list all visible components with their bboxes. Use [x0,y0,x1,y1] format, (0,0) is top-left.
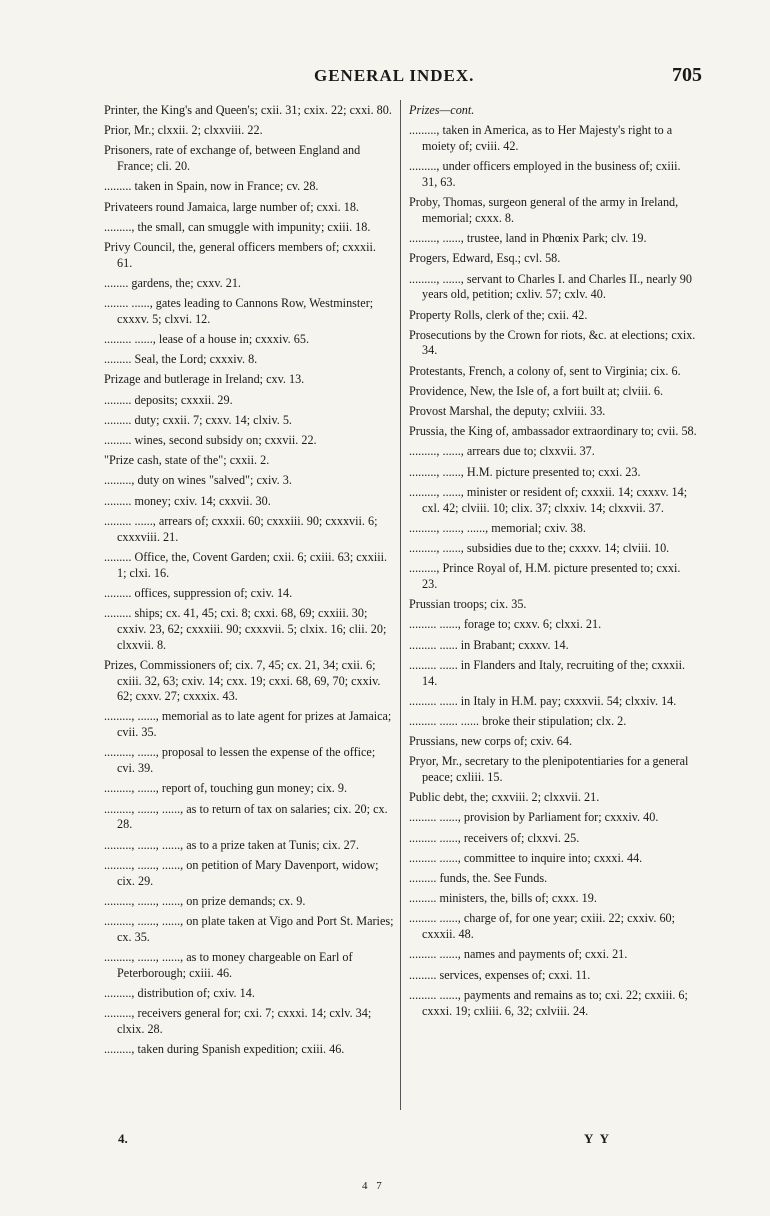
index-entry: ......... ...... ...... broke their stipulation; clx. 2. [409,713,627,728]
index-entry: ........., distribution of; cxiv. 14. [104,985,255,1000]
continuation-heading: Prizes—cont. [409,103,475,117]
index-entry: Prosecutions by the Crown for riots, &c. at elections; cxix. 34. [409,327,696,358]
index-entry: ........., ......, ......, memorial; cxiv. 38. [409,520,586,535]
index-entry: ........., ......, ......, as to a prize taken at Tunis; cix. 27. [104,837,359,852]
index-entry: ......... services, expenses of; cxxi. 11. [409,967,591,982]
index-entry: ........., ......, subsidies due to the; cxxxv. 14; clviii. 10. [409,540,670,555]
page-header [0,66,770,96]
index-entry: Providence, New, the Isle of, a fort built at; clviii. 6. [409,383,664,398]
index-entry: ......... ......, arrears of; cxxxii. 60; cxxxiii. 90; cxxxvii. 6; cxxxviii. 21. [104,513,378,544]
index-entry: Prussia, the King of, ambassador extraordinary to; cvii. 58. [409,424,697,439]
index-entry: Progers, Edward, Esq.; cvl. 58. [409,251,561,266]
index-entry: ........., ......, memorial as to late agent for prizes at Jamaica; cvii. 35. [104,709,392,740]
index-entry: Prizage and butlerage in Ireland; cxv. 13. [104,372,305,387]
index-entry: ........., ......, proposal to lessen the expense of the office; cvi. 39. [104,745,376,776]
index-entry: ......... duty; cxxii. 7; cxxv. 14; clxiv. 5. [104,412,292,427]
index-entry: Printer, the King's and Queen's; cxii. 31; cxix. 22; cxxi. 80. [104,103,392,117]
index-entry: ......... ships; cx. 41, 45; cxi. 8; cxxi. 68, 69; cxxiii. 30; cxxiv. 23, 62; cxxxiii. 90; cxxxvii. 5; clxix. 16; clii. 20; clxxvii. 8. [104,605,387,652]
index-entry: ......... ministers, the, bills of; cxxx. 19. [409,891,597,906]
running-title: GENERAL INDEX. [314,66,475,85]
index-entry: ........., ......, ......, as to return of tax on salaries; cix. 20; cx. 28. [104,801,388,832]
index-entry: ........ gardens, the; cxxv. 21. [104,275,241,290]
index-entry: ......... ......, charge of, for one year; cxiii. 22; cxxiv. 60; cxxxii. 48. [409,911,676,942]
index-entry: ........., ......, trustee, land in Phœnix Park; clv. 19. [409,231,647,246]
index-entry: Privy Council, the, general officers members of; cxxxii. 61. [104,239,376,270]
index-entry: ......... ......, provision by Parliament for; cxxxiv. 40. [409,810,659,825]
index-entry: ........., ......, ......, on petition of Mary Davenport, widow; cix. 29. [104,857,379,888]
index-entry: ........., duty on wines "salved"; cxiv. 3. [104,473,292,488]
index-entry: Pryor, Mr., secretary to the plenipotentiaries for a general peace; cxliii. 15. [409,754,689,785]
index-entry: ......... ......, forage to; cxxv. 6; clxxi. 21. [409,617,602,632]
index-entry: ......... deposits; cxxxii. 29. [104,392,233,407]
index-entry: ........., taken in America, as to Her Majesty's right to a moiety of; cviii. 42. [409,123,673,153]
index-entry: Proby, Thomas, surgeon general of the army in Ireland, memorial; cxxx. 8. [409,195,679,225]
index-entry: Provost Marshal, the deputy; cxlviii. 33. [409,404,606,419]
index-entry: ......... ......, names and payments of; cxxi. 21. [409,947,628,962]
index-entry: ........., ......, servant to Charles I. and Charles II., nearly 90 years old, petition; cxliv. 57; cxlv. 40. [409,271,692,302]
index-entry: ......... ......, lease of a house in; cxxxiv. 65. [104,332,310,347]
index-entry: ........., ......, report of, touching gun money; cix. 9. [104,781,348,796]
index-entry: ......... funds, the. See Funds. [409,870,548,885]
index-entry: Privateers round Jamaica, large number of; cxxi. 18. [104,199,359,214]
index-entry: ........., ......, H.M. picture presented to; cxxi. 23. [409,464,641,479]
page-number: 705 [672,64,702,86]
index-entry: Prussians, new corps of; cxiv. 64. [409,734,573,749]
index-entry: ........., ......, ......, as to money chargeable on Earl of Peterborough; cxiii. 46. [104,949,353,980]
index-entry: ........., Prince Royal of, H.M. picture presented to; cxxi. 23. [409,561,681,591]
index-entry: Prior, Mr.; clxxii. 2; clxxviii. 22. [104,123,263,138]
index-entry: ......... ......, committee to inquire into; cxxxi. 44. [409,850,643,865]
index-entry: Prisoners, rate of exchange of, between England and France; cli. 20. [104,143,361,174]
index-entry: ......... Seal, the Lord; cxxxiv. 8. [104,352,258,367]
index-entry: ......... ...... in Brabant; cxxxv. 14. [409,637,569,652]
center-mark: 4 7 [362,1180,385,1192]
signature-mark-left: 4. [118,1131,128,1146]
index-entry: Prussian troops; cix. 35. [409,597,527,612]
index-entry: Property Rolls, clerk of the; cxii. 42. [409,307,588,322]
index-entry: Public debt, the; cxxviii. 2; clxxvii. 21. [409,790,600,805]
index-entry: Prizes, Commissioners of; cix. 7, 45; cx. 21, 34; cxii. 6; cxiii. 32, 63; cxiv. 14; cxx. 19; cxxi. 68, 69, 70; cxxiv. 62; cxxv. 27; cxxxix. 43. [104,657,381,704]
index-entry: ......... wines, second subsidy on; cxxvii. 22. [104,433,317,448]
index-entry: ........., ......, ......, on plate taken at Vigo and Port St. Maries; cx. 35. [104,913,394,944]
index-entry: ......... ...... in Flanders and Italy, recruiting of the; cxxxii. 14. [409,657,686,688]
index-entry: ......... offices, suppression of; cxiv. 14. [104,585,293,600]
index-entry: ........., ......, arrears due to; clxxvii. 37. [409,444,595,459]
index-entry: ........., ......, ......, on prize demands; cx. 9. [104,893,306,908]
signature-mark-right: Y Y [584,1131,612,1146]
index-entry: ........., under officers employed in the business of; cxiii. 31, 63. [409,159,681,189]
index-entry: ......... Office, the, Covent Garden; cxii. 6; cxiii. 63; cxxiii. 1; clxi. 16. [104,549,388,580]
index-entry: ......... ......, receivers of; clxxvi. 25. [409,830,580,845]
index-entry: ........., ......, minister or resident of; cxxxii. 14; cxxxv. 14; cxl. 42; clviii. 10; clix. 37; clxxiv. 14; clxxvii. 37. [409,484,688,515]
index-entry: ......... taken in Spain, now in France; cv. 28. [104,179,319,194]
right-column [409,103,697,1024]
index-entry: ........., taken during Spanish expedition; cxiii. 46. [104,1042,345,1057]
column-divider [400,100,401,1110]
index-entry: ........., the small, can smuggle with impunity; cxiii. 18. [104,219,371,234]
left-column [104,103,394,1062]
index-entry: ......... ......, payments and remains as to; cxi. 22; cxxiii. 6; cxxxi. 19; cxliii. 6, 32; cxlviii. 24. [409,987,688,1018]
index-entry: ........ ......, gates leading to Cannons Row, Westminster; cxxxv. 5; clxvi. 12. [104,296,374,326]
index-entry: "Prize cash, state of the"; cxxii. 2. [104,453,270,468]
index-entry: ........., receivers general for; cxi. 7; cxxxi. 14; cxlv. 34; clxix. 28. [104,1006,372,1036]
index-entry: ......... ...... in Italy in H.M. pay; cxxxvii. 54; clxxiv. 14. [409,693,677,708]
index-entry: ......... money; cxiv. 14; cxxvii. 30. [104,493,271,508]
index-entry: Protestants, French, a colony of, sent to Virginia; cix. 6. [409,363,681,378]
